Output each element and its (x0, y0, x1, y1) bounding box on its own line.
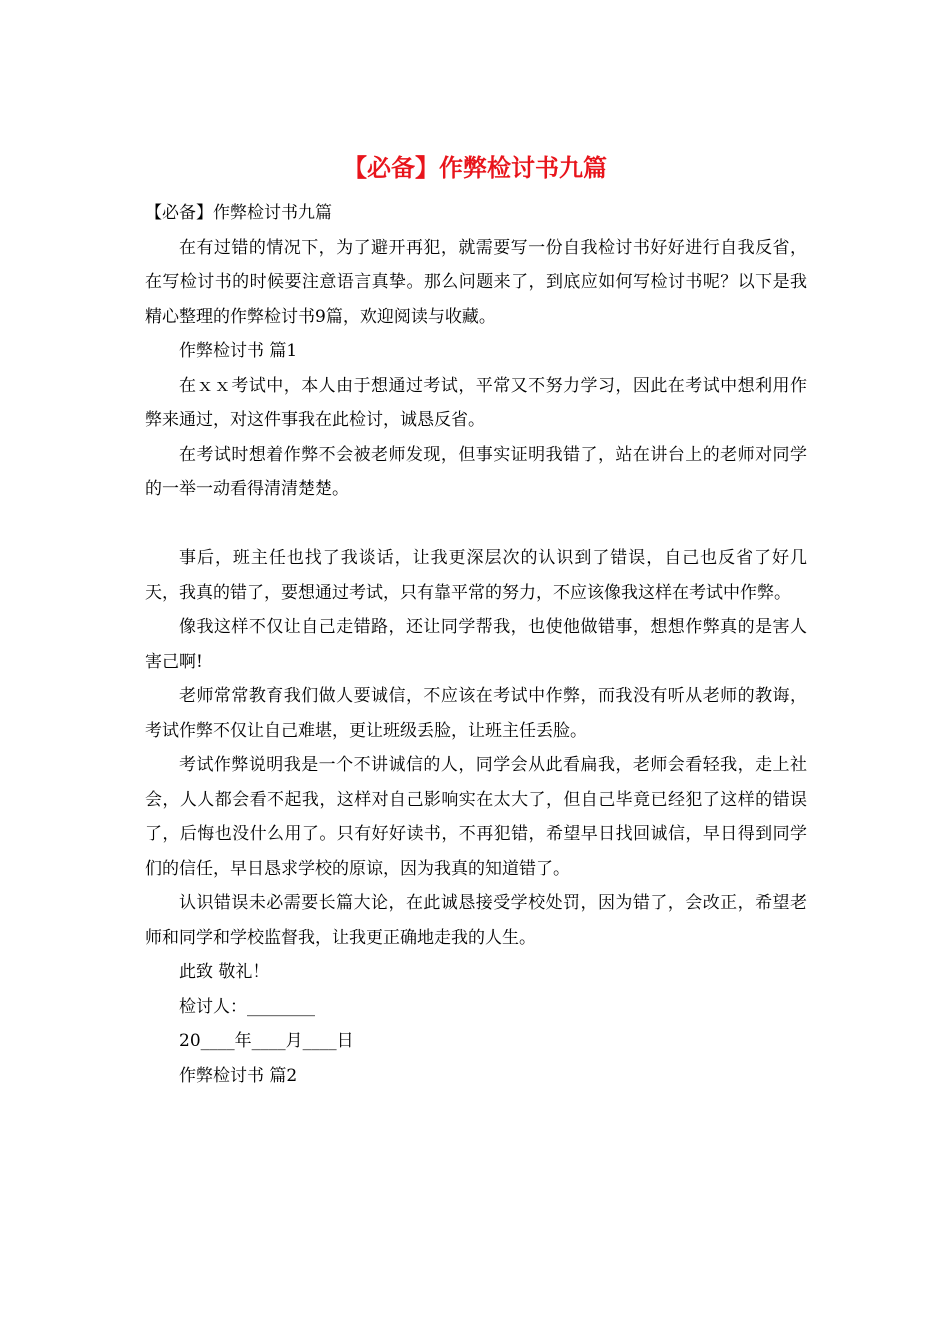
date-line: 20____年____月____日 (179, 1031, 354, 1051)
document-body (145, 196, 807, 1093)
body-paragraph: 像我这样不仅让自己走错路，还让同学帮我，也使他做错事，想想作弊真的是害人害己啊! (145, 617, 807, 672)
document-subtitle: 【必备】作弊检讨书九篇 (145, 203, 332, 223)
body-paragraph: 老师常常教育我们做人要诚信，不应该在考试中作弊，而我没有听从老师的教诲，考试作弊不仅让自己难堪，更让班级丢脸，让班主任丢脸。 (145, 686, 807, 741)
section-heading: 作弊检讨书 篇1 (179, 341, 298, 361)
body-paragraph: 事后，班主任也找了我谈话，让我更深层次的认识到了错误，自己也反省了好几天，我真的错了，要想通过考试，只有靠平常的努力，不应该像我这样在考试中作弊。 (145, 548, 807, 603)
body-paragraph: 在ｘｘ考试中，本人由于想通过考试，平常又不努力学习，因此在考试中想利用作弊来通过，对这件事我在此检讨，诚恳反省。 (145, 375, 807, 430)
intro-paragraph: 在有过错的情况下，为了避开再犯，就需要写一份自我检讨书好好进行自我反省，在写检讨书的时候要注意语言真挚。那么问题来了，到底应如何写检讨书呢？以下是我精心整理的作弊检讨书9篇，欢迎阅读与收藏。 (145, 237, 807, 327)
body-paragraph: 在考试时想着作弊不会被老师发现，但事实证明我错了，站在讲台上的老师对同学的一举一动看得清清楚楚。 (145, 444, 807, 499)
signature-line: 检讨人：________ (179, 996, 315, 1017)
closing-salutation: 此致 敬礼！ (179, 962, 270, 982)
section-heading: 作弊检讨书 篇2 (179, 1065, 298, 1086)
document-title: 【必备】作弊检讨书九篇 (343, 153, 607, 182)
body-paragraph: 认识错误未必需要长篇大论，在此诚恳接受学校处罚，因为错了，会改正，希望老师和同学和学校监督我，让我更正确地走我的人生。 (145, 893, 807, 948)
body-paragraph: 考试作弊说明我是一个不讲诚信的人，同学会从此看扁我，老师会看轻我，走上社会，人人都会看不起我，这样对自己影响实在太大了，但自己毕竟已经犯了这样的错误了，后悔也没什么用了。只有好好读书，不再犯错，希望早日找回诚信，早日得到同学们的信任，早日恳求学校的原谅，因为我真的知道错了。 (145, 755, 807, 879)
